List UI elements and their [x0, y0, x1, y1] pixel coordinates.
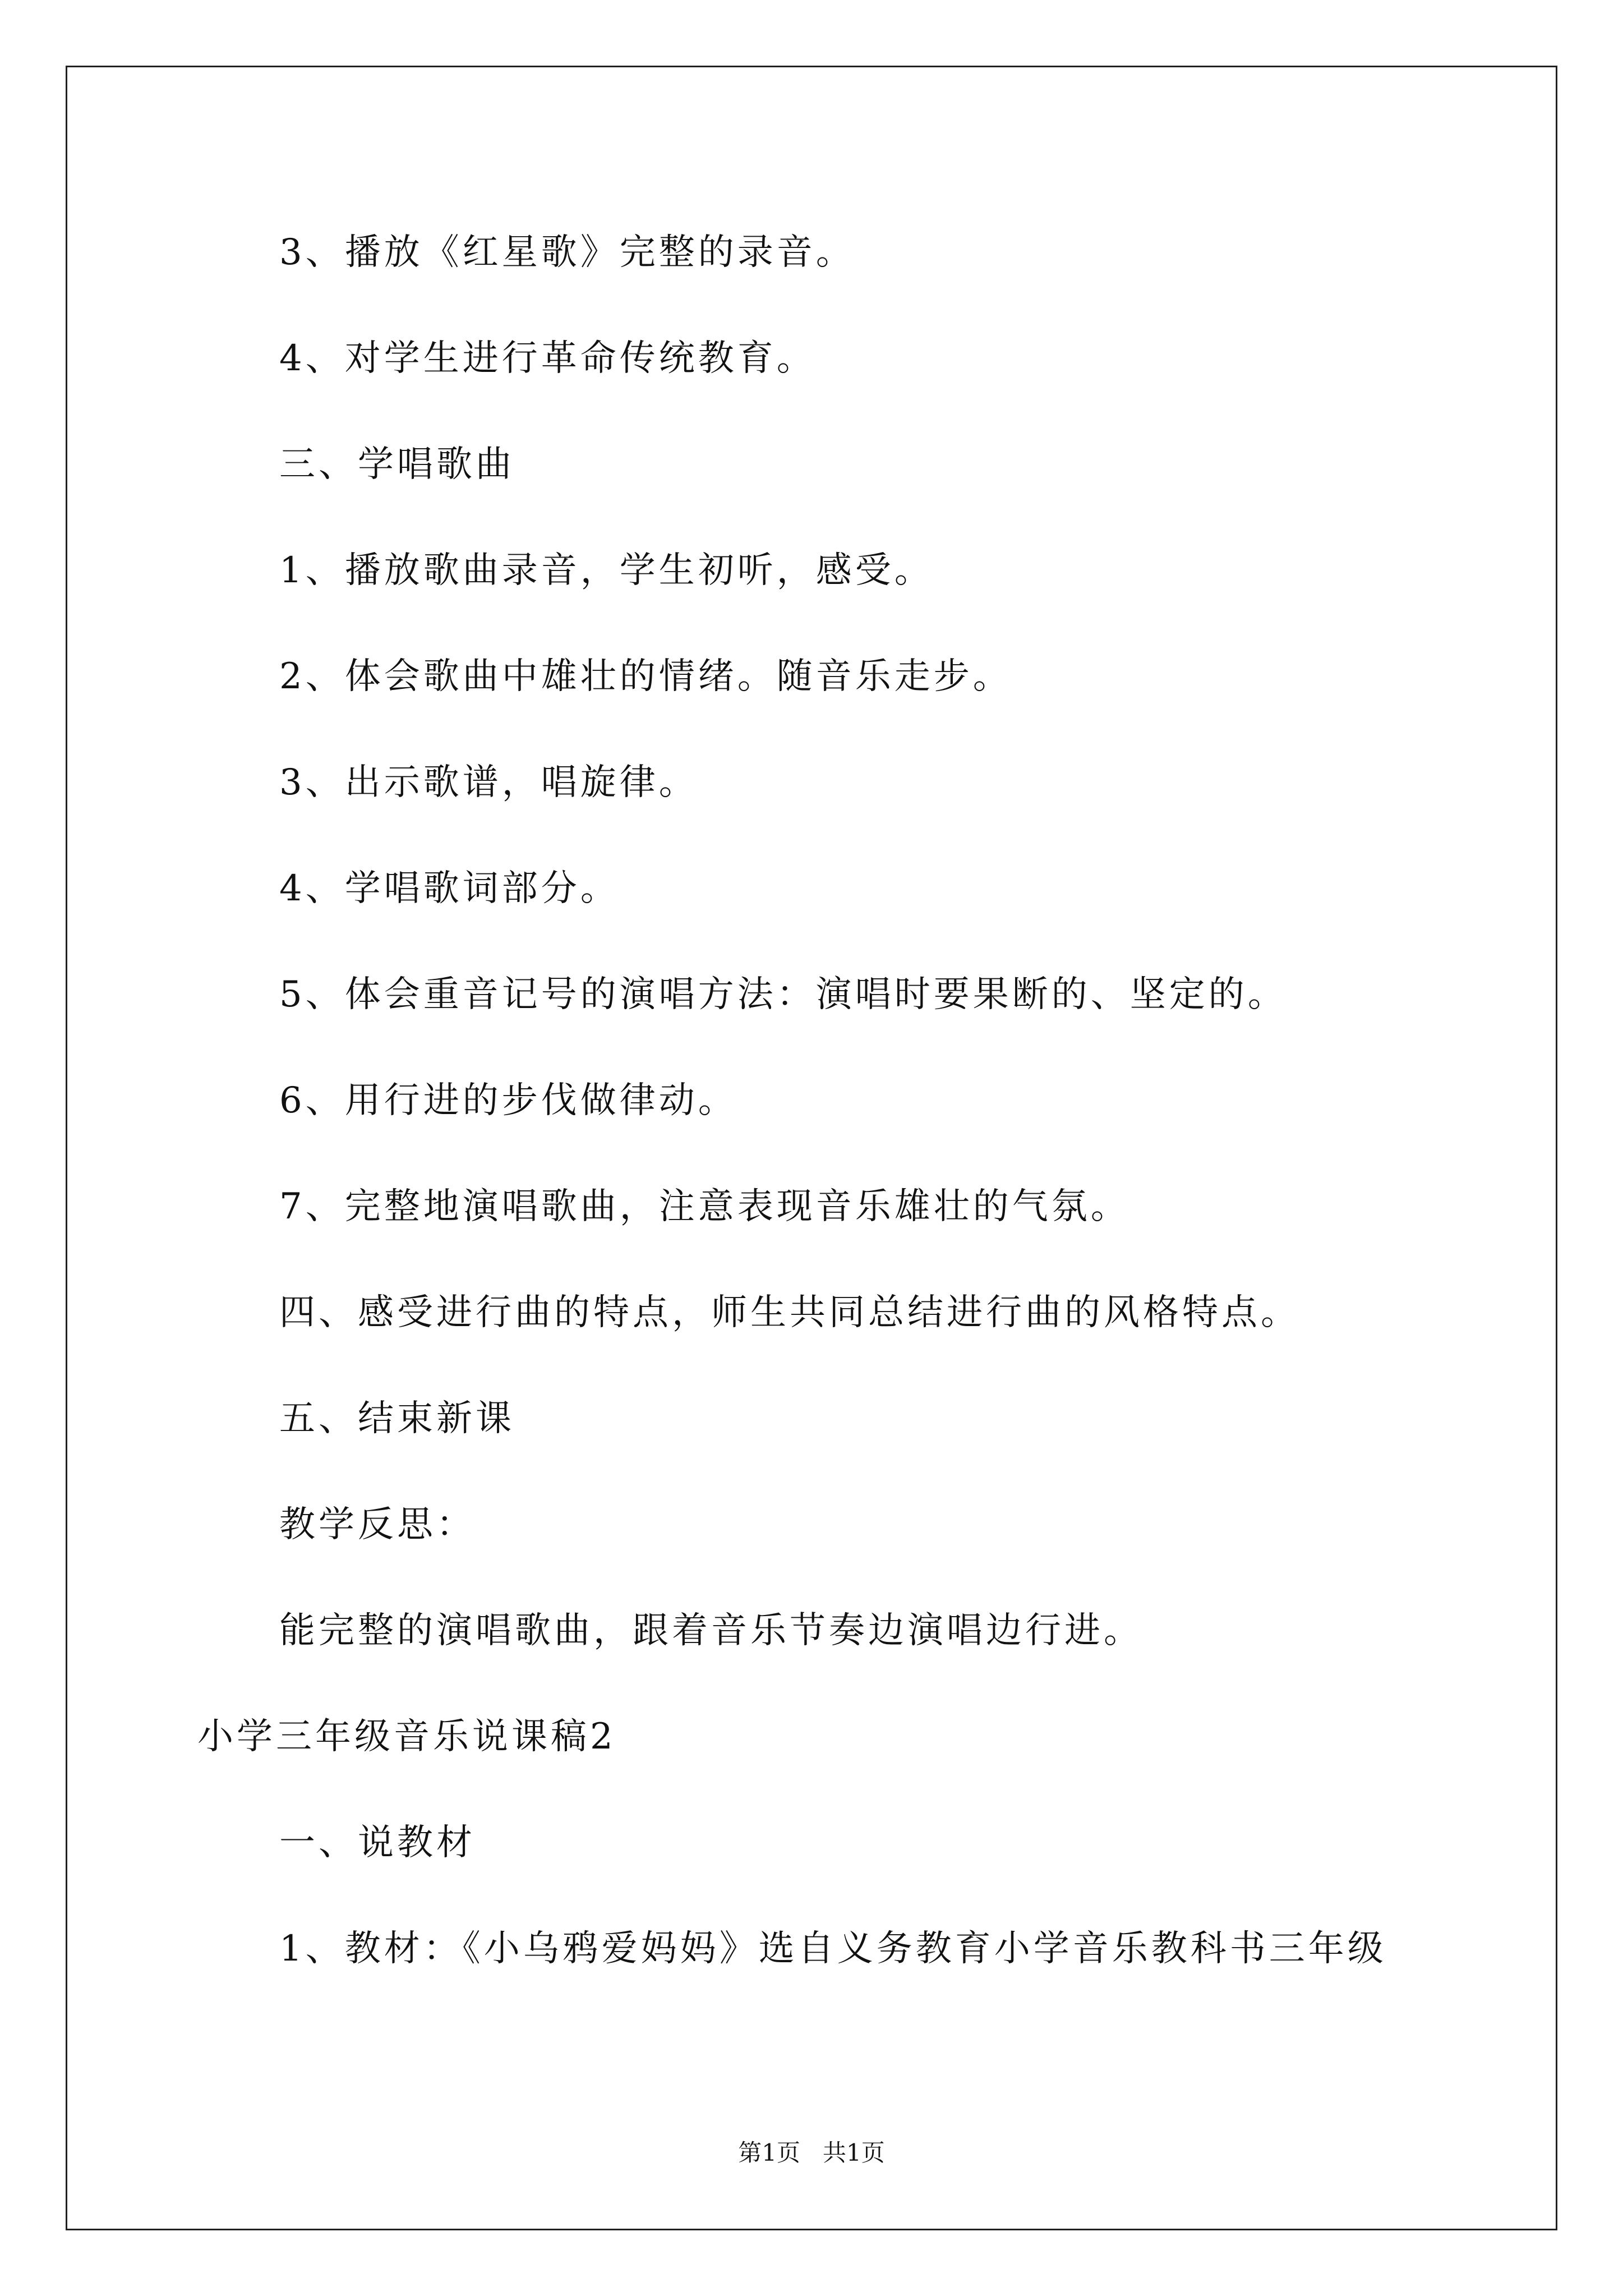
page-border — [66, 66, 1557, 2230]
body-line: 3、出示歌谱，唱旋律。 — [279, 762, 698, 803]
body-line: 1、播放歌曲录音，学生初听，感受。 — [279, 550, 934, 591]
body-line: 3、播放《红星歌》完整的录音。 — [279, 232, 855, 273]
body-line: 5、体会重音记号的演唱方法：演唱时要果断的、坚定的。 — [279, 974, 1287, 1015]
page-footer: 第1页 共1页 — [738, 2139, 885, 2166]
section-heading: 五、结束新课 — [279, 1398, 515, 1439]
section-heading: 四、感受进行曲的特点，师生共同总结进行曲的风格特点。 — [279, 1292, 1300, 1333]
body-line: 能完整的演唱歌曲，跟着音乐节奏边演唱边行进。 — [279, 1610, 1143, 1651]
body-line: 教学反思： — [279, 1504, 476, 1545]
body-line: 4、对学生进行革命传统教育。 — [279, 338, 816, 379]
section-heading: 三、学唱歌曲 — [279, 444, 515, 485]
body-line: 1、教材：《小乌鸦爱妈妈》选自义务教育小学音乐教科书三年级 — [279, 1928, 1387, 1970]
body-line: 6、用行进的步伐做律动。 — [279, 1080, 737, 1121]
body-line: 2、体会歌曲中雄壮的情绪。随音乐走步。 — [279, 656, 1012, 697]
document-title: 小学三年级音乐说课稿2 — [197, 1716, 616, 1757]
body-line: 7、完整地演唱歌曲，注意表现音乐雄壮的气氛。 — [279, 1186, 1130, 1227]
body-line: 4、学唱歌词部分。 — [279, 868, 620, 909]
section-heading: 一、说教材 — [279, 1822, 476, 1864]
